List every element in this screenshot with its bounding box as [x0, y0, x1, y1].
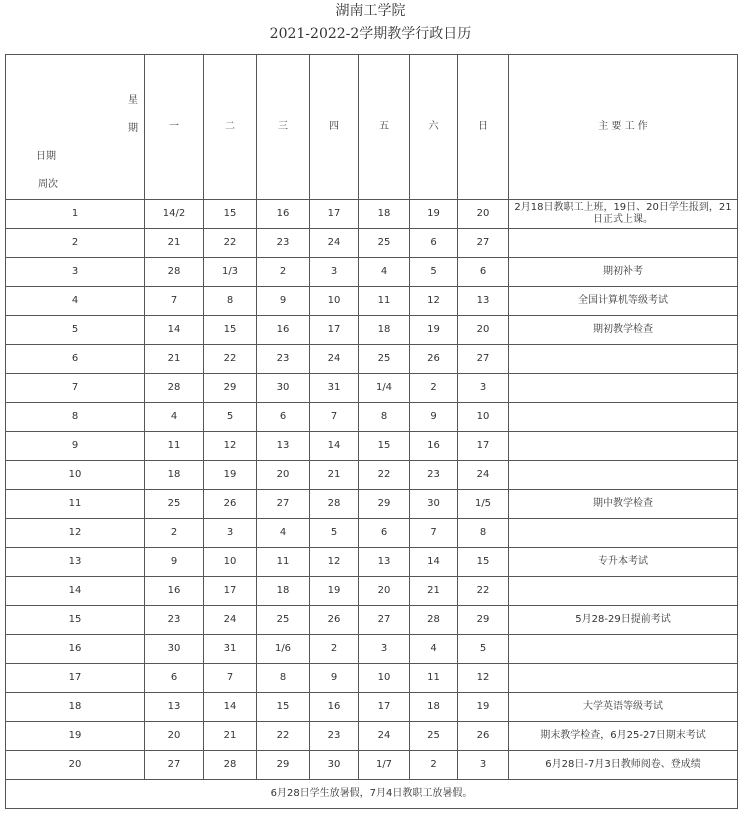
table-row: [6, 229, 738, 258]
week-number: 4: [6, 287, 145, 316]
date-cell-sat: 6: [410, 229, 458, 258]
date-cell-fri: 22: [359, 461, 410, 490]
date-cell-tue: 31: [204, 635, 257, 664]
week-number: 12: [6, 519, 145, 548]
date-cell-sat: 16: [410, 432, 458, 461]
date-cell-tue: 14: [204, 693, 257, 722]
date-cell-sun: 20: [458, 200, 509, 229]
date-cell-mon: 2: [145, 519, 204, 548]
calendar-title: 2021-2022-2学期教学行政日历: [269, 26, 472, 42]
date-cell-sun: 5: [458, 635, 509, 664]
main-work-cell: 期中教学检查: [509, 490, 738, 519]
date-cell-tue: 10: [204, 548, 257, 577]
day-header-sat: 六: [410, 55, 458, 200]
main-work-cell: 6月28日-7月3日教师阅卷、登成绩: [509, 751, 738, 780]
date-cell-sat: 2: [410, 751, 458, 780]
date-cell-wed: 4: [257, 519, 310, 548]
corner-cell: [6, 55, 145, 200]
date-cell-wed: 13: [257, 432, 310, 461]
date-cell-mon: 11: [145, 432, 204, 461]
main-work-cell: 2月18日教职工上班，19日、20日学生报到，21日正式上课。: [509, 200, 738, 229]
table-row: [6, 548, 738, 577]
date-cell-sun: 19: [458, 693, 509, 722]
date-cell-thu: 5: [310, 519, 359, 548]
date-cell-tue: 21: [204, 722, 257, 751]
date-cell-tue: 24: [204, 606, 257, 635]
date-cell-tue: 1/3: [204, 258, 257, 287]
date-cell-wed: 23: [257, 345, 310, 374]
work-header: 主 要 工 作: [509, 55, 738, 200]
main-work-cell: [509, 577, 738, 606]
date-cell-sun: 13: [458, 287, 509, 316]
date-cell-sat: 28: [410, 606, 458, 635]
table-row: [6, 345, 738, 374]
table-row: [6, 751, 738, 780]
day-header-sun: 日: [458, 55, 509, 200]
table-row: [6, 664, 738, 693]
date-cell-sat: 19: [410, 200, 458, 229]
date-cell-fri: 8: [359, 403, 410, 432]
date-cell-sat: 23: [410, 461, 458, 490]
date-cell-tue: 7: [204, 664, 257, 693]
table-row: [6, 693, 738, 722]
week-number: 18: [6, 693, 145, 722]
main-work-cell: 全国计算机等级考试: [509, 287, 738, 316]
date-cell-sat: 14: [410, 548, 458, 577]
date-cell-sun: 12: [458, 664, 509, 693]
date-cell-wed: 29: [257, 751, 310, 780]
date-cell-sun: 26: [458, 722, 509, 751]
date-cell-sat: 19: [410, 316, 458, 345]
main-work-cell: [509, 374, 738, 403]
date-cell-sun: 17: [458, 432, 509, 461]
date-cell-thu: 31: [310, 374, 359, 403]
date-cell-thu: 17: [310, 200, 359, 229]
date-cell-thu: 14: [310, 432, 359, 461]
date-cell-tue: 29: [204, 374, 257, 403]
date-cell-sun: 6: [458, 258, 509, 287]
date-cell-fri: 1/7: [359, 751, 410, 780]
table-row: [6, 316, 738, 345]
date-cell-sat: 9: [410, 403, 458, 432]
week-number: 9: [6, 432, 145, 461]
date-cell-thu: 7: [310, 403, 359, 432]
date-cell-thu: 21: [310, 461, 359, 490]
date-cell-wed: 20: [257, 461, 310, 490]
date-cell-fri: 3: [359, 635, 410, 664]
date-cell-thu: 23: [310, 722, 359, 751]
date-cell-tue: 22: [204, 229, 257, 258]
date-cell-sun: 3: [458, 751, 509, 780]
date-cell-tue: 17: [204, 577, 257, 606]
day-header-tue: 二: [204, 55, 257, 200]
date-cell-wed: 9: [257, 287, 310, 316]
date-cell-wed: 25: [257, 606, 310, 635]
week-number: 8: [6, 403, 145, 432]
date-cell-tue: 3: [204, 519, 257, 548]
date-cell-tue: 8: [204, 287, 257, 316]
week-number: 5: [6, 316, 145, 345]
week-number: 3: [6, 258, 145, 287]
date-cell-sun: 27: [458, 229, 509, 258]
date-cell-thu: 24: [310, 229, 359, 258]
date-cell-sun: 1/5: [458, 490, 509, 519]
date-cell-fri: 20: [359, 577, 410, 606]
date-cell-wed: 1/6: [257, 635, 310, 664]
date-cell-thu: 19: [310, 577, 359, 606]
date-cell-thu: 28: [310, 490, 359, 519]
date-cell-tue: 5: [204, 403, 257, 432]
main-work-cell: [509, 432, 738, 461]
date-cell-sun: 22: [458, 577, 509, 606]
date-cell-mon: 14: [145, 316, 204, 345]
date-cell-thu: 16: [310, 693, 359, 722]
day-header-thu: 四: [310, 55, 359, 200]
week-number: 16: [6, 635, 145, 664]
table-row: [6, 403, 738, 432]
week-number: 15: [6, 606, 145, 635]
date-cell-fri: 4: [359, 258, 410, 287]
date-cell-mon: 16: [145, 577, 204, 606]
date-cell-fri: 17: [359, 693, 410, 722]
date-cell-sun: 8: [458, 519, 509, 548]
date-cell-sat: 18: [410, 693, 458, 722]
main-work-cell: [509, 519, 738, 548]
date-cell-mon: 4: [145, 403, 204, 432]
date-cell-sun: 20: [458, 316, 509, 345]
date-cell-sat: 12: [410, 287, 458, 316]
date-cell-wed: 16: [257, 200, 310, 229]
date-cell-mon: 27: [145, 751, 204, 780]
date-cell-thu: 9: [310, 664, 359, 693]
week-number: 20: [6, 751, 145, 780]
week-number: 6: [6, 345, 145, 374]
date-cell-fri: 6: [359, 519, 410, 548]
corner-label-date: 日期: [36, 151, 56, 162]
date-cell-mon: 28: [145, 258, 204, 287]
table-row: [6, 606, 738, 635]
date-cell-fri: 1/4: [359, 374, 410, 403]
day-header-wed: 三: [257, 55, 310, 200]
date-cell-thu: 2: [310, 635, 359, 664]
week-number: 7: [6, 374, 145, 403]
date-cell-sat: 26: [410, 345, 458, 374]
main-work-cell: 大学英语等级考试: [509, 693, 738, 722]
date-cell-tue: 22: [204, 345, 257, 374]
date-cell-thu: 26: [310, 606, 359, 635]
date-cell-mon: 25: [145, 490, 204, 519]
date-cell-fri: 25: [359, 229, 410, 258]
date-cell-fri: 27: [359, 606, 410, 635]
date-cell-wed: 18: [257, 577, 310, 606]
table-row: [6, 490, 738, 519]
date-cell-tue: 15: [204, 200, 257, 229]
date-cell-fri: 11: [359, 287, 410, 316]
date-cell-sun: 24: [458, 461, 509, 490]
table-row: [6, 635, 738, 664]
week-number: 10: [6, 461, 145, 490]
date-cell-sat: 5: [410, 258, 458, 287]
school-name: 湖南工学院: [335, 3, 406, 19]
main-work-cell: 专升本考试: [509, 548, 738, 577]
date-cell-fri: 25: [359, 345, 410, 374]
date-cell-wed: 22: [257, 722, 310, 751]
date-cell-sun: 27: [458, 345, 509, 374]
main-work-cell: [509, 403, 738, 432]
day-header-fri: 五: [359, 55, 410, 200]
date-cell-sat: 2: [410, 374, 458, 403]
main-work-cell: 期初教学检查: [509, 316, 738, 345]
table-row: [6, 577, 738, 606]
corner-label-xing: 星: [128, 95, 138, 106]
date-cell-wed: 16: [257, 316, 310, 345]
date-cell-tue: 26: [204, 490, 257, 519]
table-row: [6, 287, 738, 316]
date-cell-thu: 17: [310, 316, 359, 345]
date-cell-tue: 28: [204, 751, 257, 780]
week-number: 1: [6, 200, 145, 229]
main-work-cell: [509, 461, 738, 490]
date-cell-mon: 28: [145, 374, 204, 403]
date-cell-thu: 10: [310, 287, 359, 316]
date-cell-sat: 4: [410, 635, 458, 664]
date-cell-mon: 6: [145, 664, 204, 693]
date-cell-wed: 23: [257, 229, 310, 258]
corner-label-week: 周次: [38, 179, 58, 190]
header-row: [6, 55, 738, 200]
week-number: 13: [6, 548, 145, 577]
table-row: [6, 432, 738, 461]
date-cell-wed: 8: [257, 664, 310, 693]
date-cell-sun: 29: [458, 606, 509, 635]
main-work-cell: 期末教学检查，6月25-27日期末考试: [509, 722, 738, 751]
date-cell-fri: 15: [359, 432, 410, 461]
date-cell-mon: 13: [145, 693, 204, 722]
vacation-note: 6月28日学生放暑假，7月4日教职工放暑假。: [6, 780, 738, 809]
week-number: 17: [6, 664, 145, 693]
table-row: [6, 722, 738, 751]
date-cell-sat: 21: [410, 577, 458, 606]
week-number: 19: [6, 722, 145, 751]
main-work-cell: [509, 635, 738, 664]
date-cell-fri: 18: [359, 200, 410, 229]
date-cell-wed: 6: [257, 403, 310, 432]
table-row: [6, 374, 738, 403]
date-cell-wed: 2: [257, 258, 310, 287]
week-number: 11: [6, 490, 145, 519]
date-cell-mon: 23: [145, 606, 204, 635]
week-number: 2: [6, 229, 145, 258]
date-cell-sat: 30: [410, 490, 458, 519]
date-cell-wed: 30: [257, 374, 310, 403]
date-cell-mon: 21: [145, 229, 204, 258]
date-cell-mon: 30: [145, 635, 204, 664]
date-cell-sun: 15: [458, 548, 509, 577]
date-cell-sun: 10: [458, 403, 509, 432]
day-header-mon: 一: [145, 55, 204, 200]
date-cell-sat: 11: [410, 664, 458, 693]
main-work-cell: 5月28-29日提前考试: [509, 606, 738, 635]
date-cell-mon: 14/2: [145, 200, 204, 229]
date-cell-mon: 9: [145, 548, 204, 577]
date-cell-fri: 10: [359, 664, 410, 693]
date-cell-sat: 7: [410, 519, 458, 548]
footer-row: [6, 780, 738, 809]
date-cell-tue: 12: [204, 432, 257, 461]
date-cell-fri: 18: [359, 316, 410, 345]
main-work-cell: [509, 229, 738, 258]
date-cell-thu: 12: [310, 548, 359, 577]
date-cell-tue: 15: [204, 316, 257, 345]
date-cell-wed: 15: [257, 693, 310, 722]
table-row: [6, 461, 738, 490]
date-cell-tue: 19: [204, 461, 257, 490]
date-cell-thu: 30: [310, 751, 359, 780]
date-cell-sat: 25: [410, 722, 458, 751]
date-cell-mon: 18: [145, 461, 204, 490]
date-cell-mon: 20: [145, 722, 204, 751]
date-cell-mon: 7: [145, 287, 204, 316]
week-number: 14: [6, 577, 145, 606]
main-work-cell: [509, 345, 738, 374]
table-row: [6, 258, 738, 287]
table-row: [6, 519, 738, 548]
date-cell-wed: 27: [257, 490, 310, 519]
main-work-cell: 期初补考: [509, 258, 738, 287]
date-cell-sun: 3: [458, 374, 509, 403]
date-cell-fri: 29: [359, 490, 410, 519]
date-cell-thu: 3: [310, 258, 359, 287]
date-cell-thu: 24: [310, 345, 359, 374]
corner-label-qi: 期: [128, 123, 138, 134]
date-cell-fri: 24: [359, 722, 410, 751]
date-cell-fri: 13: [359, 548, 410, 577]
table-row: [6, 200, 738, 229]
academic-calendar-table: [5, 54, 738, 809]
date-cell-wed: 11: [257, 548, 310, 577]
date-cell-mon: 21: [145, 345, 204, 374]
main-work-cell: [509, 664, 738, 693]
